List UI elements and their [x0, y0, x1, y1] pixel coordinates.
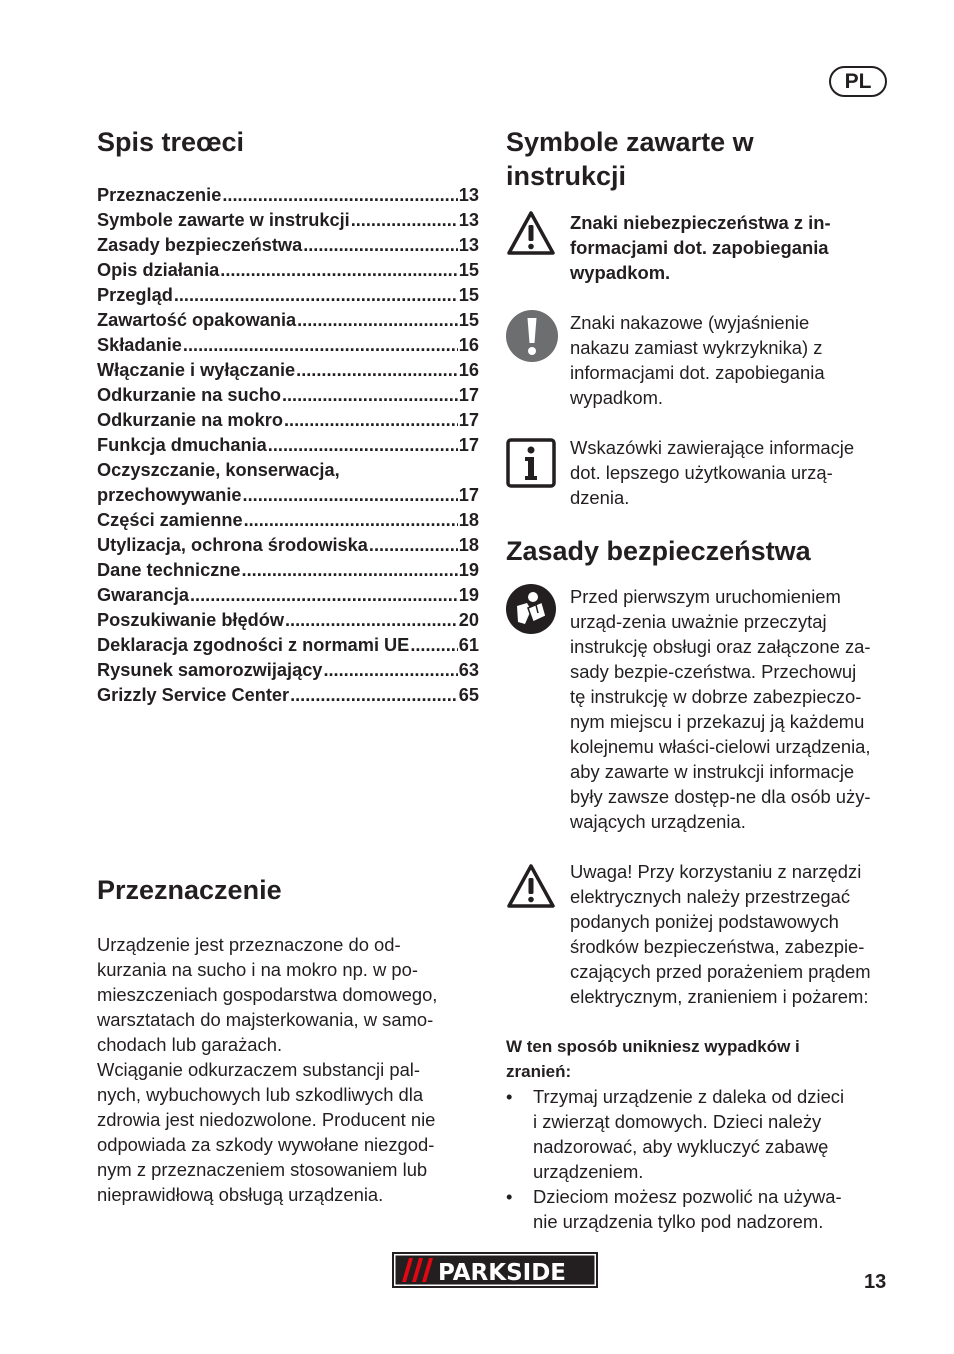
toc-entry-title: Przeznaczenie: [97, 185, 222, 205]
list-item: [506, 1084, 896, 1184]
symbol-text-line: dzenia.: [570, 487, 630, 508]
bullet-line: i zwierząt domowych. Dzieci należy: [533, 1111, 822, 1132]
symbol-mandatory-text: [570, 310, 896, 410]
symbols-heading-line2: instrukcji: [506, 161, 627, 191]
read-manual-text: [570, 584, 896, 834]
toc-entry-page: 17: [458, 435, 479, 455]
read-manual-line: sady bezpie-czeństwa. Przechowuj: [570, 661, 857, 682]
right-column: [506, 125, 896, 1234]
toc-entry[interactable]: [97, 508, 479, 533]
toc-dot-leader: [220, 258, 457, 283]
toc-entry[interactable]: [97, 233, 479, 258]
read-manual-line: urząd-zenia uważnie przeczytaj: [570, 611, 827, 632]
toc-entry-page: 61: [458, 635, 479, 655]
toc-entry[interactable]: [97, 533, 479, 558]
toc-entry[interactable]: [97, 458, 479, 483]
read-manual-line: kolejnemu właści-cielowi urządzenia,: [570, 736, 871, 757]
symbols-heading-line1: Symbole zawarte w: [506, 127, 754, 157]
toc-entry-page: 15: [458, 260, 479, 280]
toc-entry[interactable]: [97, 258, 479, 283]
symbol-text-line: formacjami dot. zapobiegania: [570, 237, 829, 258]
intended-use-line: chodach lub garażach.: [97, 1034, 283, 1055]
toc-dot-leader: [268, 433, 458, 458]
toc-entry-page: 17: [458, 385, 479, 405]
toc-entry-page: 13: [458, 185, 479, 205]
symbol-text-line: Wskazówki zawierające informacje: [570, 437, 855, 458]
toc-entry-title: Składanie: [97, 335, 182, 355]
toc-dot-leader: [351, 208, 458, 233]
toc-entry-page: 17: [458, 485, 479, 505]
toc-entry[interactable]: [97, 433, 479, 458]
left-column: [97, 125, 479, 1207]
symbol-warning-text: [570, 210, 896, 285]
toc-dot-leader: [190, 583, 458, 608]
toc-entry-title: Odkurzanie na mokro: [97, 410, 283, 430]
intended-use-line: nieprawidłową obsługą urządzenia.: [97, 1184, 384, 1205]
toc-entry-title: przechowywanie: [97, 485, 242, 505]
toc-entry-title: Przegląd: [97, 285, 173, 305]
toc-entry-title: Dane techniczne: [97, 560, 241, 580]
symbol-warning-row: [506, 210, 896, 285]
bullet-line: nie urządzenia tylko pod nadzorem.: [533, 1211, 824, 1232]
symbol-text-line: wypadkom.: [570, 387, 664, 408]
toc-dot-leader: [323, 658, 457, 683]
toc-entry-page: 63: [458, 660, 479, 680]
symbol-text-line: Znaki nakazowe (wyjaśnienie: [570, 312, 810, 333]
bullet-line: • Dzieciom możesz pozwolić na używa-: [533, 1186, 842, 1207]
intended-use-line: odpowiada za szkody wywołane niezgod-: [97, 1134, 435, 1155]
toc-dot-leader: [244, 508, 458, 533]
symbol-info-text: [570, 435, 896, 510]
intended-use-line: Urządzenie jest przeznaczone do od-: [97, 934, 401, 955]
symbol-text-line: informacjami dot. zapobiegania: [570, 362, 825, 383]
safety-heading: Zasady bezpieczeństwa: [506, 536, 811, 566]
toc-entry-page: 19: [458, 560, 479, 580]
warning-triangle-icon: [506, 859, 570, 1009]
toc-heading: Spis treœci: [97, 127, 245, 157]
avoid-heading-line1: W ten sposób unikniesz wypadków i: [506, 1037, 800, 1056]
toc-entry-page: 16: [458, 335, 479, 355]
toc-entry-page: 13: [458, 210, 479, 230]
intended-use-line: nych, wybuchowych lub szkodliwych dla: [97, 1084, 424, 1105]
symbol-text-line: nakazu zamiast wykrzyknika) z: [570, 337, 823, 358]
toc-dot-leader: [297, 308, 458, 333]
intended-use-line: Wciąganie odkurzaczem substancji pal-: [97, 1059, 421, 1080]
toc-entry[interactable]: [97, 308, 479, 333]
read-manual-line: były zawsze dostęp-ne dla osób uży-: [570, 786, 871, 807]
toc-entry[interactable]: [97, 608, 479, 633]
safety-bullet-list: [506, 1084, 896, 1234]
toc-entry[interactable]: [97, 658, 479, 683]
symbol-info-row: [506, 435, 896, 510]
symbol-text-line: wypadkom.: [570, 262, 671, 283]
warning-triangle-icon: [506, 210, 570, 285]
toc-entry-title: Poszukiwanie błędów: [97, 610, 284, 630]
toc-entry[interactable]: [97, 183, 479, 208]
read-manual-line: wających urządzenia.: [570, 811, 746, 832]
intended-use-line: warsztatach do majsterkowania, w samo-: [97, 1009, 434, 1030]
toc-entry-title: Odkurzanie na sucho: [97, 385, 281, 405]
intended-use-line: mieszczeniach gospodarstwa domowego,: [97, 984, 438, 1005]
read-manual-line: nym miejscu i przekazuj ją każdemu: [570, 711, 865, 732]
avoid-accidents-heading: [506, 1034, 896, 1084]
symbols-heading: [506, 125, 896, 193]
toc-entry-page: 20: [458, 610, 479, 630]
toc-entry[interactable]: [97, 383, 479, 408]
toc-dot-leader: [242, 558, 458, 583]
toc-entry-title: Zawartość opakowania: [97, 310, 297, 330]
toc-entry[interactable]: [97, 408, 479, 433]
toc-entry-title: Utylizacja, ochrona środowiska: [97, 535, 368, 555]
toc-dot-leader: [410, 633, 457, 658]
toc-entry-title: Rysunek samorozwijający: [97, 660, 323, 680]
toc-entry-title: Symbole zawarte w instrukcji: [97, 210, 350, 230]
read-manual-icon: [506, 584, 570, 834]
info-box-icon: [506, 435, 570, 510]
warning-line: podanych poniżej podstawowych: [570, 911, 839, 932]
toc-dot-leader: [222, 183, 457, 208]
toc-entry[interactable]: [97, 208, 479, 233]
toc-entry-page: 19: [458, 585, 479, 605]
symbol-text-line: dot. lepszego użytkowania urzą-: [570, 462, 833, 483]
toc-entry[interactable]: [97, 683, 479, 708]
warning-line: środków bezpieczeństwa, zabezpie-: [570, 936, 865, 957]
exclamation-circle-icon: [506, 310, 570, 410]
toc-entry[interactable]: [97, 633, 479, 658]
toc-dot-leader: [303, 233, 458, 258]
electrical-warning-row: [506, 859, 896, 1009]
toc-entry-title: Grizzly Service Center: [97, 685, 290, 705]
logo-text: PARKSIDE: [438, 1260, 567, 1286]
toc-entry-page: 65: [458, 685, 479, 705]
warning-line: elektrycznym, zranieniem i pożarem:: [570, 986, 869, 1007]
avoid-heading-line2: zranień:: [506, 1062, 572, 1081]
read-manual-row: [506, 584, 896, 834]
read-manual-line: aby zawarte w instrukcji informacje: [570, 761, 855, 782]
toc-entry-title: Deklaracja zgodności z normami UE: [97, 635, 410, 655]
read-manual-line: tę instrukcję w dobrze zabezpieczo-: [570, 686, 862, 707]
read-manual-line: Przed pierwszym uruchomieniem: [570, 586, 841, 607]
table-of-contents: [97, 183, 479, 708]
warning-line: czających przed porażeniem prądem: [570, 961, 871, 982]
intended-use-line: nym z przeznaczeniem stosowaniem lub: [97, 1159, 428, 1180]
toc-dot-leader: [285, 608, 458, 633]
page-number: 13: [864, 1271, 887, 1293]
toc-entry-title: Oczyszczanie, konserwacja,: [97, 460, 340, 480]
bullet-line: • Trzymaj urządzenie z daleka od dzieci: [533, 1086, 845, 1107]
toc-entry-page: 17: [458, 410, 479, 430]
language-badge: PL: [829, 66, 887, 97]
intended-use-line: zdrowia jest niedozwolone. Producent nie: [97, 1109, 436, 1130]
toc-entry-title: Funkcja dmuchania: [97, 435, 267, 455]
toc-entry[interactable]: [97, 358, 479, 383]
toc-dot-leader: [296, 358, 458, 383]
warning-line: Uwaga! Przy korzystaniu z narzędzi: [570, 861, 862, 882]
toc-dot-leader: [174, 283, 458, 308]
toc-dot-leader: [243, 483, 458, 508]
list-item: [506, 1184, 896, 1234]
toc-dot-leader: [284, 408, 458, 433]
toc-entry-page: 15: [458, 285, 479, 305]
symbol-mandatory-row: [506, 310, 896, 410]
electrical-warning-text: [570, 859, 896, 1009]
toc-entry-page: 16: [458, 360, 479, 380]
read-manual-line: instrukcję obsługi oraz załączone za-: [570, 636, 871, 657]
toc-entry[interactable]: [97, 558, 479, 583]
toc-entry[interactable]: [97, 583, 479, 608]
symbol-text-line: Znaki niebezpieczeństwa z in-: [570, 212, 831, 233]
intended-use-line: kurzania na sucho i na mokro np. w po-: [97, 959, 418, 980]
bullet-line: urządzeniem.: [533, 1161, 644, 1182]
toc-entry-title: Zasady bezpieczeństwa: [97, 235, 303, 255]
toc-entry-title: Części zamienne: [97, 510, 243, 530]
toc-entry-page: 18: [458, 510, 479, 530]
toc-dot-leader: [183, 333, 458, 358]
toc-entry-page: 15: [458, 310, 479, 330]
toc-entry[interactable]: [97, 483, 479, 508]
intended-use-heading: Przeznaczenie: [97, 875, 282, 905]
toc-entry[interactable]: [97, 333, 479, 358]
toc-dot-leader: [290, 683, 458, 708]
toc-entry-page: 18: [458, 535, 479, 555]
toc-entry[interactable]: [97, 283, 479, 308]
toc-entry-title: Włączanie i wyłączanie: [97, 360, 296, 380]
bullet-line: nadzorować, aby wykluczyć zabawę: [533, 1136, 829, 1157]
toc-entry-page: 13: [458, 235, 479, 255]
toc-entry-title: Gwarancja: [97, 585, 189, 605]
parkside-logo: [392, 1252, 598, 1288]
warning-line: elektrycznych należy przestrzegać: [570, 886, 851, 907]
toc-entry-title: Opis działania: [97, 260, 220, 280]
toc-dot-leader: [369, 533, 458, 558]
intended-use-text: [97, 932, 479, 1207]
toc-dot-leader: [282, 383, 458, 408]
